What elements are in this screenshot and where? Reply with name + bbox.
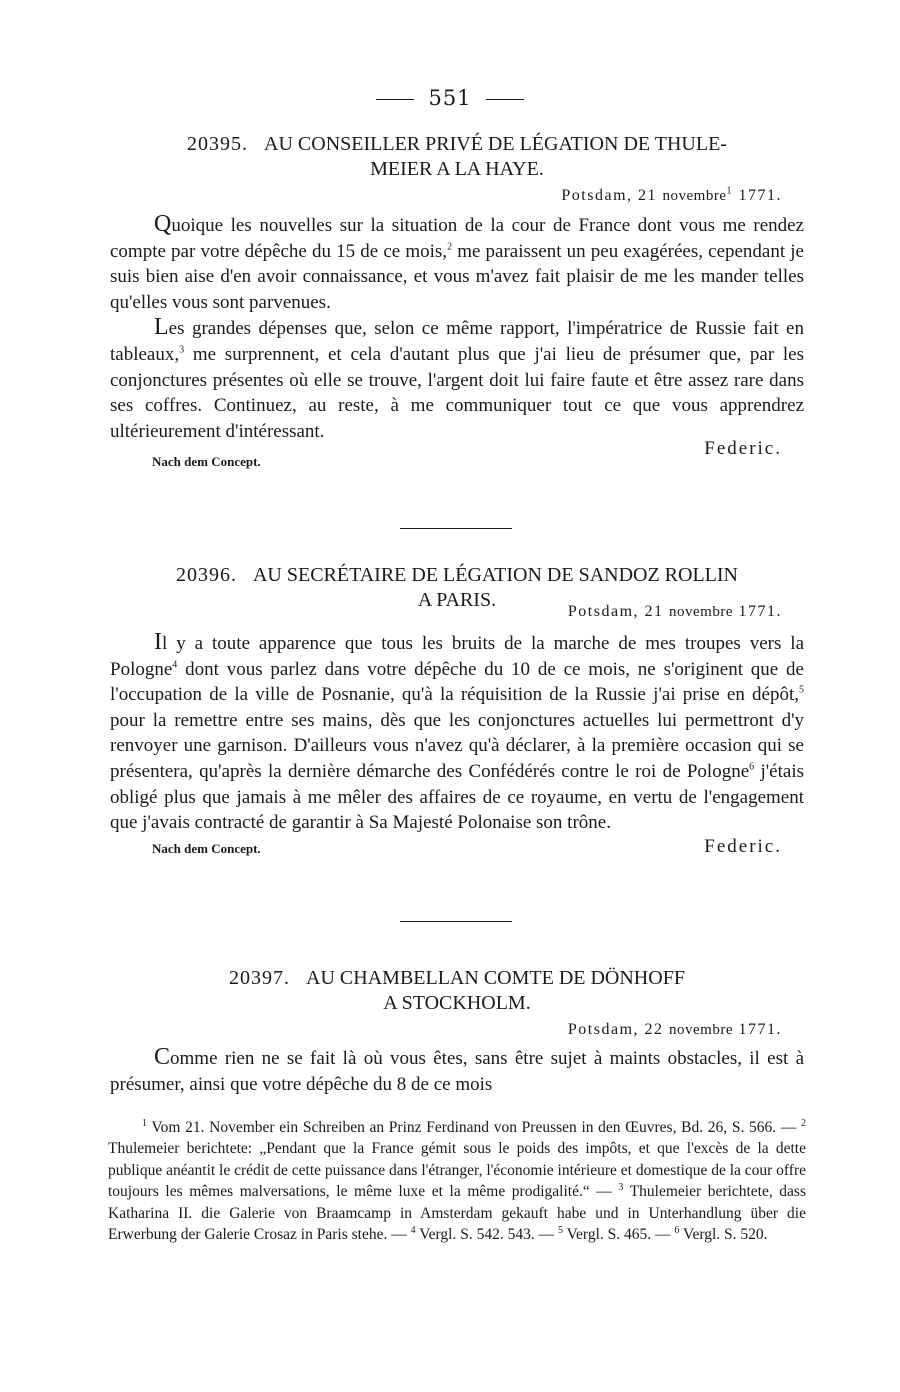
page-number: 551 bbox=[0, 86, 900, 110]
paragraph: Quoique les nouvelles sur la situation de la cour de France dont vous me rendez compte par votre dépêche du 15 de ce mois,$^2$ me paraissent un peu exagérées, cependant je suis bien aise d'en avoir connaissance, et vous m'avez fait plaisir de me les mander telles qu'elles vous sont parvenues. bbox=[110, 211, 804, 313]
letter-20396 bbox=[110, 563, 804, 862]
paragraph: Il y a toute apparence que tous les bruits de la marche de mes troupes vers la Pologne$^4$ dont vous parlez dans votre dépêche du 10 de ce mois, ne s'originent que de l'occupation de la ville de Posnanie, qu'à la réquisition de la Russie j'ai prise en dépôt,$^5$ pour la remettre entre ses mains, dès que les conjonctures actuelles lui permettront d'y renvoyer une garnison. D'ailleurs vous n'avez qu'à déclarer, à la première occasion qui se présentera, qu'après la dernière démarche des Confédérés contre le roi de Pologne$^6$ j'étais obligé plus que jamais à me mêler des affaires de ce royaume, en vertu de l'engagement que j'avais contracté de garantir à Sa Majesté Polonaise son trône. bbox=[110, 629, 804, 834]
heading-line-2: A PARIS. bbox=[417, 589, 497, 611]
letter-number: 20395. bbox=[187, 133, 249, 155]
footnote-mark: 5 bbox=[557, 1224, 563, 1236]
footnote-mark: 3 bbox=[179, 344, 185, 356]
section-separator bbox=[400, 528, 512, 529]
dateline: Potsdam, 21 novembre$^1$ 1771. bbox=[561, 185, 782, 204]
footnote-mark: 6 bbox=[749, 761, 755, 773]
letter-heading bbox=[110, 966, 804, 1016]
footnote-mark: 4 bbox=[172, 659, 178, 671]
dateline: Potsdam, 21 novembre 1771. bbox=[567, 603, 782, 620]
paragraph: Comme rien ne se fait là où vous êtes, sans être sujet à maints obstacles, il est à présumer, ainsi que votre dépêche du 8 de ce mois bbox=[110, 1044, 804, 1095]
letter-heading bbox=[110, 132, 804, 182]
signature: Federic. bbox=[704, 835, 782, 857]
footnote-mark: 1 bbox=[726, 185, 733, 197]
heading-line-1: AU CONSEILLER PRIVÉ DE LÉGATION DE THULE- bbox=[264, 133, 727, 155]
letter-body bbox=[110, 212, 804, 444]
paragraph: Les grandes dépenses que, selon ce même rapport, l'impératrice de Russie fait en tableaux,$^3$ me surprennent, et cela d'autant plus que j'ai lieu de présumer que, par les conjonctures présentes où elle se trouve, l'argent doit lui faire faute et être assez rare dans ses coffres. Continuez, au reste, à me communiquer tout ce que vous apprendrez ultérieurement d'intéressant. bbox=[110, 314, 804, 442]
heading-line-1: AU CHAMBELLAN COMTE DE DÖNHOFF bbox=[306, 967, 685, 989]
footnotes: $^1$ Vom 21. November ein Schreiben an Prinz Ferdinand von Preussen in den Œuvres, Bd. 26, S. 566. — $^2$ Thulemeier berichtete: „Pendant que la France gémit sous le poids des impôts, et que l'excès de la dette publique anéantit le crédit de cette puissance dans l'étranger, l'économie intérieure et domestique de la cour offre toujours les mêmes malversations, le même luxe et la même prodigalité.“ — $^3$ Thulemeier berichtete, dass Katharina II. die Galerie von Braamcamp in Amsterdam gekauft habe und in Unterhandlung über die Erwerbung der Galerie Crosaz in Paris stehe. — $^4$ Vergl. S. 542. 543. — $^5$ Vergl. S. 465. — $^6$ Vergl. S. 520. bbox=[108, 1117, 807, 1244]
letter-body bbox=[110, 1045, 804, 1097]
letter-20397 bbox=[110, 966, 804, 1097]
page-number-dash-right bbox=[486, 99, 524, 100]
letter-number: 20397. bbox=[229, 967, 291, 989]
footnote-mark: 4 bbox=[410, 1224, 416, 1236]
letter-number: 20396. bbox=[175, 564, 237, 586]
footnote-mark: 6 bbox=[674, 1224, 680, 1236]
footnote-mark: 1 bbox=[142, 1117, 147, 1129]
letter-20395 bbox=[110, 132, 804, 470]
heading-line-2: A STOCKHOLM. bbox=[383, 992, 531, 1014]
footnote-mark: 2 bbox=[801, 1117, 806, 1129]
footnote-mark: 5 bbox=[799, 684, 804, 696]
section-separator bbox=[400, 921, 512, 922]
signature-row bbox=[110, 836, 804, 862]
source-note: Nach dem Concept. bbox=[152, 840, 261, 856]
signature-row bbox=[110, 438, 804, 470]
signature: Federic. bbox=[704, 438, 782, 460]
letter-body bbox=[110, 630, 804, 836]
source-note: Nach dem Concept. bbox=[152, 454, 261, 470]
heading-line-1: AU SECRÉTAIRE DE LÉGATION DE SANDOZ ROLLIN bbox=[252, 564, 739, 586]
page-number-dash-left bbox=[376, 99, 414, 100]
footnote-mark: 2 bbox=[447, 241, 453, 253]
heading-line-2: MEIER A LA HAYE. bbox=[370, 158, 544, 180]
dateline: Potsdam, 22 novembre 1771. bbox=[567, 1021, 782, 1038]
footnote-mark: 3 bbox=[618, 1182, 624, 1194]
